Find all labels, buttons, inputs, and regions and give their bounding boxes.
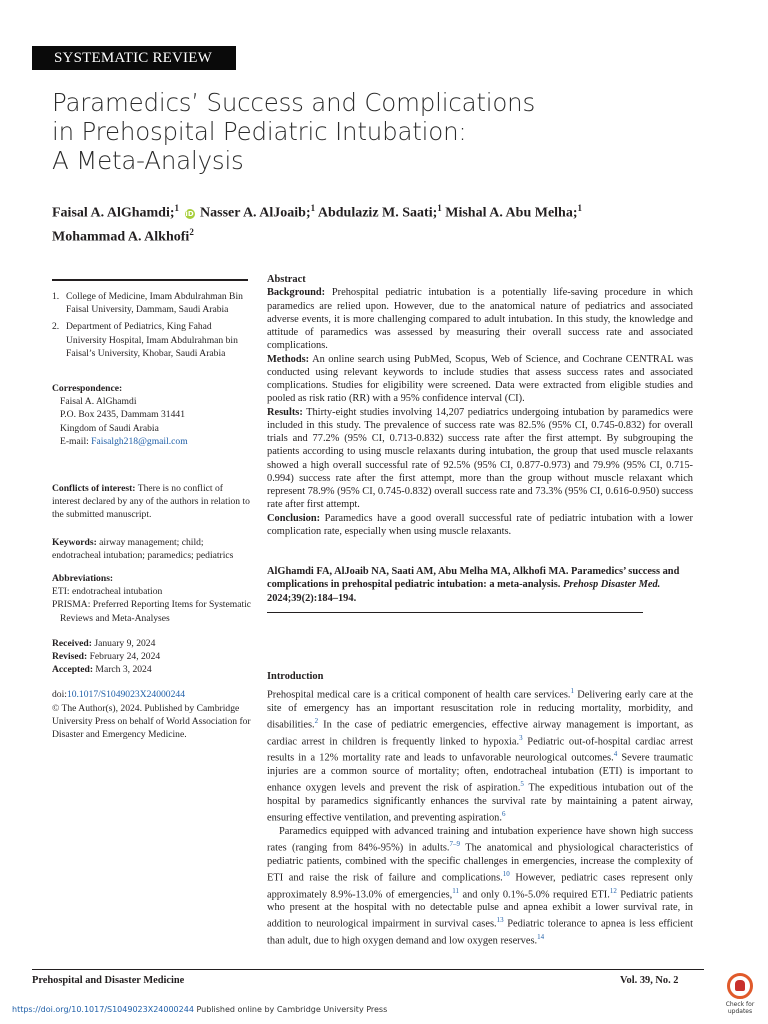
- body-paragraph: [267, 825, 693, 948]
- abstract: [267, 273, 693, 538]
- reference-link[interactable]: 11: [452, 886, 460, 895]
- body-text: Pediatric tolerance to apnea is less efficient than adult, due to high oxygen demand and low oxygen reserves.: [267, 918, 694, 947]
- affiliation-item: [52, 320, 252, 360]
- copyright-notice: © The Author(s), 2024. Published by Cambridge University Press on behalf of World Association for Disaster and Emergency Medicine.: [52, 702, 251, 741]
- conflicts-text: There is no conflict of interest declared by any of the authors in relation to the submitted manuscript.: [52, 483, 250, 521]
- background-label: Background:: [267, 287, 326, 299]
- orcid-icon[interactable]: iD: [185, 209, 194, 218]
- body-text: Paramedics equipped with advanced training and intubation experience have shown high success rates (ranging from 84%-95%) in adults.: [267, 825, 693, 854]
- accepted-value: March 3, 2024: [93, 664, 152, 676]
- citation-volume: 2024;39(2):184–194.: [267, 592, 357, 604]
- citation-journal: Prehosp Disaster Med.: [562, 579, 661, 591]
- abstract-results: [267, 406, 693, 512]
- reference-link[interactable]: 3: [519, 733, 523, 742]
- results-text: Thirty-eight studies involving 14,207 pediatrics undergoing intubation by paramedics were included in this study. The prevalence of success rate was 82.5% (95% CI, 0.745-0.832) for overall trials and 77.2% (95% CI, 0.713-0.832) success rate after the first attempt. By subgrouping the patients according to using muscle relaxants during intubation, the group that used muscle relaxants showed a high overall successful rate of 92.5% (95% CI, 0.877-0.973) and 79.9% (95% CI, 0.715-0.994) success rate after the first attempt, more than the group without muscle relaxant which represent 78.9% (95% CI, 0.745-0.832) overall success rate and 73.3% (95% CI, 0.616-0.950) success rate after first attempt.: [267, 406, 693, 511]
- affiliation-marker: 1: [310, 203, 316, 213]
- left-column-divider: [52, 279, 248, 281]
- affiliation-text: College of Medicine, Imam Abdulrahman Bin Faisal University, Dammam, Saudi Arabia: [66, 291, 243, 316]
- badge-label: updates: [727, 1008, 753, 1015]
- abbreviation-item: ETI: endotracheal intubation: [52, 586, 163, 598]
- author-name: Mohammad A. Alkhofi: [52, 229, 190, 245]
- suggested-citation: [267, 565, 693, 605]
- conflicts-label: Conflicts of interest:: [52, 483, 136, 495]
- body-text: Pediatric out-of-hospital cardiac arrest results in a 12% mortality rate and leads to unfavorable neurological outcomes.: [267, 736, 694, 764]
- body-text: Severe traumatic injuries are a common source of mortality; often, endotracheal intubation (ETI) is important to enhance oxygen levels and prevent the risk of aspiration.: [267, 752, 694, 794]
- revised-label: Revised:: [52, 651, 88, 663]
- body-paragraph: [267, 685, 693, 825]
- abbreviation-item: PRISMA: Preferred Reporting Items for Systematic Reviews and Meta-Analyses: [52, 599, 252, 624]
- body-text: The anatomical and physiological characteristics of pediatric patients, combined with the specific challenges in emergencies, increase the complexity of ETI and raise the risk of failure and complications.: [267, 842, 694, 884]
- abstract-heading: Abstract: [267, 274, 306, 285]
- keywords-label: Keywords:: [52, 536, 97, 548]
- abstract-methods: [267, 353, 693, 406]
- abstract-background: [267, 286, 693, 352]
- reference-link[interactable]: 10: [502, 869, 510, 878]
- published-online-text: Published online by Cambridge University Press: [193, 1005, 388, 1014]
- title-line: Paramedics’ Success and Complications: [52, 88, 536, 117]
- correspondence-label: Correspondence:: [52, 383, 123, 395]
- body-text: Delivering early care at the site of emergency has an important resuscitation role in reducing mortality, morbidity, and disabilities.: [267, 689, 693, 731]
- check-for-updates-icon: [727, 973, 753, 999]
- introduction-section: [267, 670, 693, 948]
- received-date: [52, 637, 252, 650]
- correspondence-address: P.O. Box 2435, Dammam 31441: [60, 409, 185, 421]
- keywords: [52, 536, 252, 562]
- reference-link[interactable]: 13: [496, 916, 504, 925]
- affiliation-marker: 1: [174, 203, 180, 213]
- section-heading: Introduction: [267, 671, 324, 682]
- article-type-banner: SYSTEMATIC REVIEW: [32, 46, 236, 70]
- author-name: Abdulaziz M. Saati;: [317, 205, 438, 221]
- check-for-updates-badge[interactable]: [718, 973, 762, 1019]
- author-list: [52, 199, 712, 246]
- affiliation-text: Department of Pediatrics, King Fahad University Hospital, Imam Abdulrahman bin Faisal’s University, Khobar, Saudi Arabia: [66, 321, 238, 359]
- background-text: Prehospital pediatric intubation is a potentially life-saving procedure in which paramedics are relied upon. However, due to the anatomical nature of pediatrics and associated adverse events, it is more challenging compared to adult intubation. In this study, the knowledge and attitude of paramedics was assessed by measuring their overall success rate and associated complications.: [267, 287, 693, 352]
- body-text: Pediatric patients who present at the hospital with no detectable pulse and apnea exhibit a lower survival rate, in addition to neurological impairment in survival cases.: [267, 889, 693, 930]
- affiliation-item: [52, 290, 252, 316]
- body-text: However, pediatric cases represent only approximately 8.9%-13.0% of emergencies,: [267, 872, 693, 901]
- conclusion-text: Paramedics have a good overall successful rate of pediatric intubation with a lower complication rate, especially when using muscle relaxants.: [267, 512, 693, 537]
- abstract-conclusion: [267, 512, 693, 539]
- conclusion-label: Conclusion:: [267, 512, 321, 524]
- body-text: The expeditious intubation out of the hospital by paramedics significantly enhances the survival rate by maintaining a patent airway, ensuring effective ventilation, and preventing aspiration.: [267, 782, 693, 824]
- doi-row: [52, 688, 252, 701]
- correspondence-address: Kingdom of Saudi Arabia: [60, 422, 159, 434]
- reference-link[interactable]: 2: [314, 717, 319, 726]
- doi-prefix: doi:: [52, 689, 67, 701]
- reference-link[interactable]: 5: [520, 780, 524, 789]
- methods-text: An online search using PubMed, Scopus, Web of Science, and Cochrane CENTRAL was conducted using relevant keywords to include studies that assess success rates and associated complications. Studies for eligibility were screened. Data were extracted from eligible studies and pooled as risk ratio (RR) with a 95% confidence interval (CI).: [267, 353, 693, 405]
- revised-value: February 24, 2024: [87, 651, 161, 663]
- affiliation-number: 1.: [52, 291, 60, 302]
- publication-doi-bar: [12, 1005, 387, 1014]
- footer-journal-name: Prehospital and Disaster Medicine: [32, 975, 185, 986]
- results-label: Results:: [267, 406, 303, 418]
- doi-link[interactable]: 10.1017/S1049023X24000244: [66, 689, 185, 701]
- reference-link[interactable]: 6: [501, 810, 506, 819]
- accepted-label: Accepted:: [52, 664, 94, 676]
- affiliation-marker: 1: [437, 203, 442, 213]
- doi-url-link[interactable]: https://doi.org/10.1017/S1049023X24000244: [12, 1005, 194, 1014]
- received-label: Received:: [52, 637, 92, 649]
- accepted-date: [52, 663, 252, 676]
- email-label: E-mail:: [60, 435, 92, 447]
- article-info-sidebar: [52, 290, 252, 741]
- abbreviations-label: Abbreviations:: [52, 573, 114, 585]
- footer-volume: Vol. 39, No. 2: [620, 975, 679, 986]
- title-line: in Prehospital Pediatric Intubation:: [52, 117, 467, 146]
- email-link[interactable]: Faisalgh218@gmail.com: [91, 435, 188, 447]
- affiliation-marker: 1: [577, 203, 582, 213]
- author-name: Mishal A. Abu Melha;: [445, 205, 578, 221]
- affiliation-number: 2.: [52, 321, 60, 333]
- author-name: Nasser A. AlJoaib;: [200, 205, 311, 221]
- correspondence-name: Faisal A. AlGhamdi: [60, 396, 137, 408]
- reference-link[interactable]: 4: [613, 750, 618, 759]
- conflicts-of-interest: [52, 482, 252, 522]
- author-name: Faisal A. AlGhamdi;: [52, 205, 175, 221]
- title-line: A Meta-Analysis: [52, 146, 244, 175]
- body-text: and only 0.1%-5.0% required ETI.: [459, 889, 610, 901]
- keywords-text: airway management; child; endotracheal intubation; paramedics; pediatrics: [52, 536, 234, 561]
- revised-date: [52, 650, 252, 663]
- footer-divider: [32, 969, 704, 970]
- methods-label: Methods:: [267, 353, 310, 365]
- badge-label: Check for: [725, 1001, 755, 1008]
- citation-text: AlGhamdi FA, AlJoaib NA, Saati AM, Abu Melha MA, Alkhofi MA. Paramedics’ success and complications in prehospital pediatric intubation: a meta-analysis.: [267, 566, 680, 591]
- body-text: In the case of pediatric emergencies, effective airway management is important, as cardiac arrest in children is frequently linked to hypoxia.: [267, 719, 693, 748]
- citation-divider: [267, 612, 643, 613]
- body-text: Prehospital medical care is a critical component of health care services.: [267, 689, 571, 701]
- correspondence-email-row: [52, 435, 252, 448]
- reference-link[interactable]: 12: [609, 886, 617, 895]
- reference-link[interactable]: 1: [570, 687, 574, 696]
- affiliation-marker: 2: [189, 226, 194, 237]
- reference-link[interactable]: 7–9: [449, 840, 461, 849]
- article-title: [52, 88, 652, 175]
- received-value: January 9, 2024: [91, 637, 156, 649]
- reference-link[interactable]: 14: [537, 933, 545, 942]
